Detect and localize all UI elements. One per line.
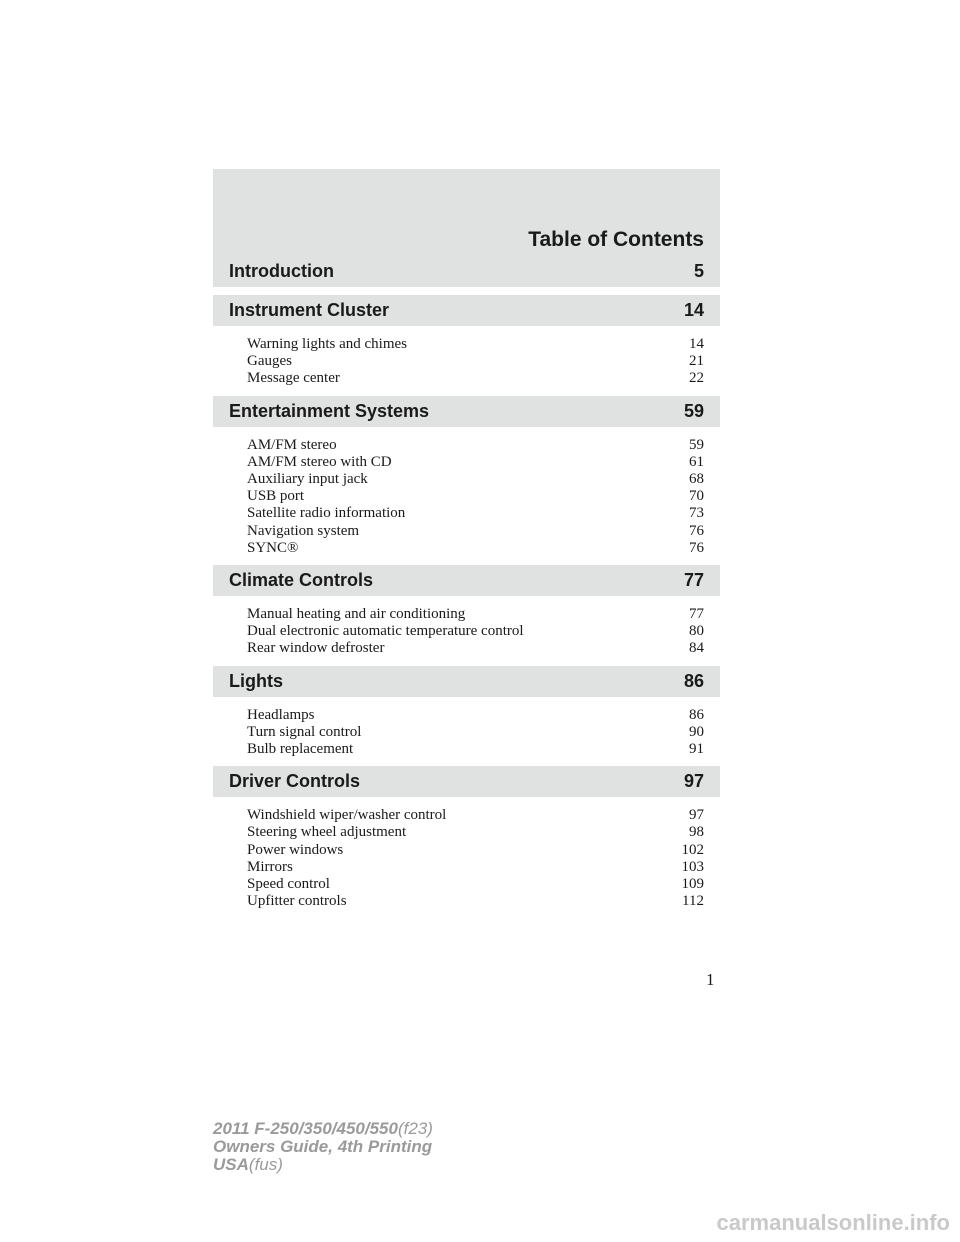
entry-label: Satellite radio information xyxy=(247,505,406,522)
toc-entry[interactable] xyxy=(247,859,704,876)
section-page: 97 xyxy=(683,771,704,792)
section-title: Introduction xyxy=(229,261,334,281)
section-gap xyxy=(213,287,720,295)
page-title: Table of Contents xyxy=(528,228,704,251)
toc-entry[interactable] xyxy=(247,824,704,841)
entry-page: 73 xyxy=(689,505,704,522)
section-page: 5 xyxy=(693,261,704,281)
page-number: 1 xyxy=(706,970,715,989)
entry-label: Bulb replacement xyxy=(247,741,354,758)
toc-entry[interactable] xyxy=(247,370,704,387)
footer-line-3 xyxy=(213,1156,433,1174)
entry-page: 97 xyxy=(689,807,704,824)
section-title: Instrument Cluster xyxy=(229,300,390,320)
entry-page: 102 xyxy=(681,841,704,858)
entry-page: 59 xyxy=(689,436,704,453)
entry-page: 68 xyxy=(689,471,704,488)
entry-label: Speed control xyxy=(247,876,330,893)
toc-entry[interactable] xyxy=(247,505,704,522)
entry-page: 21 xyxy=(689,353,704,370)
entry-page: 22 xyxy=(689,370,704,387)
footer-market: USA xyxy=(213,1155,249,1174)
entry-page: 84 xyxy=(689,640,704,657)
section-title: Climate Controls xyxy=(229,570,374,591)
entry-label: Gauges xyxy=(247,353,292,370)
entry-label: Warning lights and chimes xyxy=(247,336,408,352)
toc-entry[interactable] xyxy=(247,640,704,657)
entry-page: 76 xyxy=(689,539,704,556)
toc-entry[interactable] xyxy=(247,523,704,540)
toc-entry[interactable] xyxy=(247,893,704,910)
entry-label: Windshield wiper/washer control xyxy=(247,807,447,824)
entry-page: 90 xyxy=(689,723,704,740)
section-title: Lights xyxy=(229,670,283,691)
toc-entry[interactable] xyxy=(247,540,704,557)
toc-section-heading[interactable] xyxy=(213,256,720,287)
toc-entry-list xyxy=(213,697,720,767)
section-page: 59 xyxy=(683,400,704,421)
entry-label: Navigation system xyxy=(247,522,360,539)
toc-entry[interactable] xyxy=(247,454,704,471)
footer-market-code: (fus) xyxy=(248,1155,283,1174)
entry-page: 80 xyxy=(689,623,704,640)
toc-entry[interactable] xyxy=(247,623,704,640)
section-page: 86 xyxy=(683,670,704,691)
toc-entry-list xyxy=(213,596,720,666)
toc-entry-list xyxy=(213,797,720,918)
entry-page: 91 xyxy=(689,741,704,758)
section-title: Driver Controls xyxy=(229,771,361,792)
entry-page: 61 xyxy=(689,453,704,470)
toc-entry-list xyxy=(213,427,720,565)
entry-page: 112 xyxy=(682,893,704,910)
toc-section-heading[interactable] xyxy=(213,295,720,326)
toc-section-heading[interactable] xyxy=(213,666,720,697)
entry-label: Dual electronic automatic temperature control xyxy=(247,623,524,640)
table-of-contents xyxy=(213,256,720,918)
entry-page: 86 xyxy=(689,706,704,723)
watermark: carmanualsonline.info xyxy=(716,1210,950,1235)
toc-entry[interactable] xyxy=(247,707,704,724)
toc-entry[interactable] xyxy=(247,437,704,454)
entry-page: 103 xyxy=(681,858,704,875)
toc-entry[interactable] xyxy=(247,471,704,488)
toc-section-heading[interactable] xyxy=(213,565,720,596)
toc-entry-list xyxy=(213,326,720,396)
toc-entry[interactable] xyxy=(247,336,704,353)
footer-model: 2011 F-250/350/450/550 xyxy=(213,1119,398,1138)
toc-entry[interactable] xyxy=(247,807,704,824)
entry-label: Steering wheel adjustment xyxy=(247,824,407,841)
entry-label: Power windows xyxy=(247,841,344,858)
toc-section-heading[interactable] xyxy=(213,396,720,427)
entry-label: SYNC® xyxy=(247,539,299,556)
entry-label: Headlamps xyxy=(247,706,315,723)
toc-entry[interactable] xyxy=(247,353,704,370)
entry-label: Upfitter controls xyxy=(247,893,347,910)
toc-entry[interactable] xyxy=(247,842,704,859)
entry-page: 109 xyxy=(681,876,704,893)
toc-entry[interactable] xyxy=(247,724,704,741)
entry-page: 77 xyxy=(689,606,704,623)
toc-entry[interactable] xyxy=(247,876,704,893)
toc-section-heading[interactable] xyxy=(213,766,720,797)
section-title: Entertainment Systems xyxy=(229,400,430,421)
entry-label: Rear window defroster xyxy=(247,640,385,657)
entry-label: Auxiliary input jack xyxy=(247,471,368,488)
section-page: 77 xyxy=(683,570,704,591)
toc-entry[interactable] xyxy=(247,741,704,758)
entry-page: 70 xyxy=(689,488,704,505)
entry-label: Mirrors xyxy=(247,858,293,875)
section-page: 14 xyxy=(683,300,704,320)
toc-entry[interactable] xyxy=(247,488,704,505)
footer-line-2: Owners Guide, 4th Printing xyxy=(213,1137,433,1156)
entry-page: 98 xyxy=(689,824,704,841)
entry-label: AM/FM stereo with CD xyxy=(247,453,392,470)
entry-label: USB port xyxy=(247,488,305,505)
entry-label: AM/FM stereo xyxy=(247,436,337,453)
entry-page: 14 xyxy=(689,336,704,352)
toc-entry[interactable] xyxy=(247,606,704,623)
footer xyxy=(213,1120,433,1174)
footer-line-1 xyxy=(213,1120,433,1138)
entry-page: 76 xyxy=(689,522,704,539)
entry-label: Message center xyxy=(247,370,340,387)
entry-label: Turn signal control xyxy=(247,723,362,740)
entry-label: Manual heating and air conditioning xyxy=(247,606,466,623)
title-banner xyxy=(213,169,720,256)
footer-model-code: (f23) xyxy=(397,1119,433,1138)
